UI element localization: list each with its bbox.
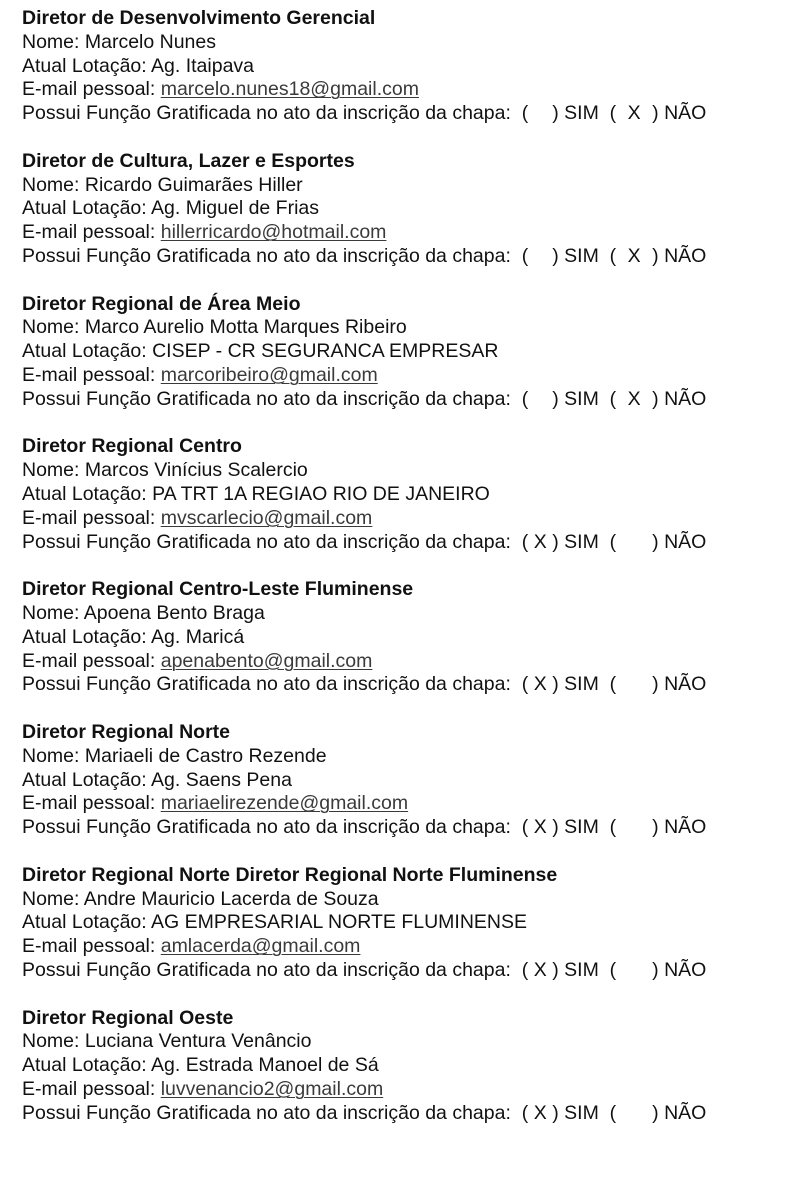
lotacao-value: CISEP - CR SEGURANCA EMPRESAR xyxy=(152,340,499,363)
sim-option-label: SIM xyxy=(564,387,599,410)
nao-option-label: NÃO xyxy=(664,530,707,553)
candidate-entry xyxy=(22,150,792,293)
sim-checkbox-mark[interactable]: X xyxy=(533,1101,547,1124)
candidate-list xyxy=(22,7,792,1149)
funcao-line: Possui Função Gratificada no ato da inscrição da chapa: ( ) SIM ( X ) NÃO xyxy=(22,102,707,125)
name-line xyxy=(22,459,792,483)
candidate-entry xyxy=(22,578,792,721)
sim-option-label: SIM xyxy=(564,102,599,125)
funcao-question: Possui Função Gratificada no ato da inscrição da chapa: xyxy=(22,387,511,410)
lotacao-line xyxy=(22,626,792,650)
lotacao-line xyxy=(22,55,792,79)
lotacao-value: Ag. Itaipava xyxy=(151,54,255,77)
name-line xyxy=(22,1030,792,1054)
sim-option-label: SIM xyxy=(564,244,599,267)
email-link[interactable]: apenabento@gmail.com xyxy=(160,649,373,672)
email-line xyxy=(22,221,792,245)
name-line xyxy=(22,602,792,626)
funcao-question: Possui Função Gratificada no ato da inscrição da chapa: xyxy=(22,816,511,839)
lotacao-line xyxy=(22,197,792,221)
funcao-question: Possui Função Gratificada no ato da inscrição da chapa: xyxy=(22,1101,511,1124)
email-line xyxy=(22,650,792,674)
funcao-line: Possui Função Gratificada no ato da inscrição da chapa: ( X ) SIM ( ) NÃO xyxy=(22,530,707,553)
email-link[interactable]: marcelo.nunes18@gmail.com xyxy=(160,78,419,101)
candidate-entry xyxy=(22,864,792,1007)
lotacao-value: Ag. Maricá xyxy=(151,625,245,648)
sim-option-label: SIM xyxy=(564,673,599,696)
sim-option-label: SIM xyxy=(564,816,599,839)
lotacao-label: Atual Lotação: xyxy=(22,340,153,363)
name-label: Nome: xyxy=(22,1030,85,1053)
sim-option-label: SIM xyxy=(564,958,599,981)
position-title: Diretor Regional Centro-Leste Fluminense xyxy=(22,578,414,601)
funcao-line: Possui Função Gratificada no ato da inscrição da chapa: ( X ) SIM ( ) NÃO xyxy=(22,1101,707,1124)
name-label: Nome: xyxy=(22,30,85,53)
name-label: Nome: xyxy=(22,316,85,339)
email-line xyxy=(22,935,792,959)
position-title: Diretor de Desenvolvimento Gerencial xyxy=(22,7,376,29)
position-title: Diretor de Cultura, Lazer e Esportes xyxy=(22,149,355,172)
funcao-line: Possui Função Gratificada no ato da inscrição da chapa: ( ) SIM ( X ) NÃO xyxy=(22,387,707,410)
name-value: Andre Mauricio Lacerda de Souza xyxy=(83,887,379,910)
lotacao-value: Ag. Saens Pena xyxy=(151,768,292,791)
nao-option-label: NÃO xyxy=(664,102,707,125)
sim-checkbox-mark[interactable]: X xyxy=(533,530,547,553)
lotacao-value: Ag. Miguel de Frias xyxy=(151,197,320,220)
email-label: E-mail pessoal: xyxy=(22,935,161,958)
nao-checkbox-mark[interactable]: X xyxy=(627,387,641,410)
email-line xyxy=(22,364,792,388)
email-label: E-mail pessoal: xyxy=(22,78,161,101)
candidate-entry xyxy=(22,1007,792,1150)
email-label: E-mail pessoal: xyxy=(22,792,161,815)
name-value: Ricardo Guimarães Hiller xyxy=(84,173,303,196)
candidate-entry xyxy=(22,293,792,436)
lotacao-line xyxy=(22,483,792,507)
email-line xyxy=(22,792,792,816)
email-label: E-mail pessoal: xyxy=(22,1077,161,1100)
lotacao-value: Ag. Estrada Manoel de Sá xyxy=(151,1054,379,1077)
funcao-question: Possui Função Gratificada no ato da inscrição da chapa: xyxy=(22,958,511,981)
lotacao-line xyxy=(22,769,792,793)
name-line xyxy=(22,745,792,769)
email-link[interactable]: mvscarlecio@gmail.com xyxy=(160,506,373,529)
funcao-line: Possui Função Gratificada no ato da inscrição da chapa: ( ) SIM ( X ) NÃO xyxy=(22,244,707,267)
email-line xyxy=(22,1078,792,1102)
name-label: Nome: xyxy=(22,459,85,482)
position-title: Diretor Regional Oeste xyxy=(22,1006,234,1029)
position-title: Diretor Regional Centro xyxy=(22,435,242,458)
candidate-entry xyxy=(22,7,792,150)
name-line xyxy=(22,888,792,912)
name-line xyxy=(22,31,792,55)
name-label: Nome: xyxy=(22,601,84,624)
nao-option-label: NÃO xyxy=(664,673,707,696)
email-link[interactable]: hillerricardo@hotmail.com xyxy=(160,221,387,244)
nao-option-label: NÃO xyxy=(664,244,707,267)
email-line xyxy=(22,507,792,531)
funcao-question: Possui Função Gratificada no ato da inscrição da chapa: xyxy=(22,102,511,125)
lotacao-label: Atual Lotação: xyxy=(22,54,152,77)
email-link[interactable]: luvvenancio2@gmail.com xyxy=(160,1077,384,1100)
lotacao-label: Atual Lotação: xyxy=(22,911,152,934)
nao-option-label: NÃO xyxy=(664,387,707,410)
name-line xyxy=(22,174,792,198)
name-value: Mariaeli de Castro Rezende xyxy=(84,744,327,767)
email-label: E-mail pessoal: xyxy=(22,649,161,672)
lotacao-line xyxy=(22,340,792,364)
name-value: Apoena Bento Braga xyxy=(83,601,265,624)
funcao-question: Possui Função Gratificada no ato da inscrição da chapa: xyxy=(22,530,511,553)
name-value: Marcelo Nunes xyxy=(84,30,216,53)
name-value: Luciana Ventura Venâncio xyxy=(84,1030,312,1053)
funcao-line: Possui Função Gratificada no ato da inscrição da chapa: ( X ) SIM ( ) NÃO xyxy=(22,816,707,839)
name-label: Nome: xyxy=(22,887,84,910)
lotacao-label: Atual Lotação: xyxy=(22,197,152,220)
funcao-question: Possui Função Gratificada no ato da inscrição da chapa: xyxy=(22,244,511,267)
email-label: E-mail pessoal: xyxy=(22,363,161,386)
email-link[interactable]: amlacerda@gmail.com xyxy=(160,935,361,958)
name-label: Nome: xyxy=(22,173,85,196)
sim-checkbox-mark[interactable]: X xyxy=(533,673,547,696)
nao-option-label: NÃO xyxy=(664,958,707,981)
email-label: E-mail pessoal: xyxy=(22,221,161,244)
email-link[interactable]: mariaelirezende@gmail.com xyxy=(160,792,409,815)
nao-checkbox-mark[interactable]: X xyxy=(627,244,641,267)
sim-checkbox-mark[interactable]: X xyxy=(533,816,547,839)
email-line xyxy=(22,78,792,102)
name-value: Marco Aurelio Motta Marques Ribeiro xyxy=(84,316,407,339)
lotacao-label: Atual Lotação: xyxy=(22,1054,152,1077)
lotacao-label: Atual Lotação: xyxy=(22,768,152,791)
lotacao-line xyxy=(22,1054,792,1078)
position-title: Diretor Regional de Área Meio xyxy=(22,292,301,315)
lotacao-value: PA TRT 1A REGIAO RIO DE JANEIRO xyxy=(152,482,490,505)
email-label: E-mail pessoal: xyxy=(22,506,161,529)
position-title: Diretor Regional Norte Diretor Regional Norte Fluminense xyxy=(22,863,558,886)
sim-option-label: SIM xyxy=(564,1101,599,1124)
name-label: Nome: xyxy=(22,744,85,767)
sim-option-label: SIM xyxy=(564,530,599,553)
email-link[interactable]: marcoribeiro@gmail.com xyxy=(160,363,378,386)
position-title: Diretor Regional Norte xyxy=(22,720,231,743)
name-line xyxy=(22,316,792,340)
nao-option-label: NÃO xyxy=(664,1101,707,1124)
lotacao-label: Atual Lotação: xyxy=(22,625,152,648)
lotacao-label: Atual Lotação: xyxy=(22,482,153,505)
lotacao-line xyxy=(22,911,792,935)
lotacao-value: AG EMPRESARIAL NORTE FLUMINENSE xyxy=(151,911,528,934)
funcao-question: Possui Função Gratificada no ato da inscrição da chapa: xyxy=(22,673,511,696)
candidate-entry xyxy=(22,435,792,578)
name-value: Marcos Vinícius Scalercio xyxy=(84,459,308,482)
sim-checkbox-mark[interactable]: X xyxy=(533,958,547,981)
nao-checkbox-mark[interactable]: X xyxy=(627,102,641,125)
funcao-line: Possui Função Gratificada no ato da inscrição da chapa: ( X ) SIM ( ) NÃO xyxy=(22,673,707,696)
candidate-entry xyxy=(22,721,792,864)
funcao-line: Possui Função Gratificada no ato da inscrição da chapa: ( X ) SIM ( ) NÃO xyxy=(22,958,707,981)
nao-option-label: NÃO xyxy=(664,816,707,839)
